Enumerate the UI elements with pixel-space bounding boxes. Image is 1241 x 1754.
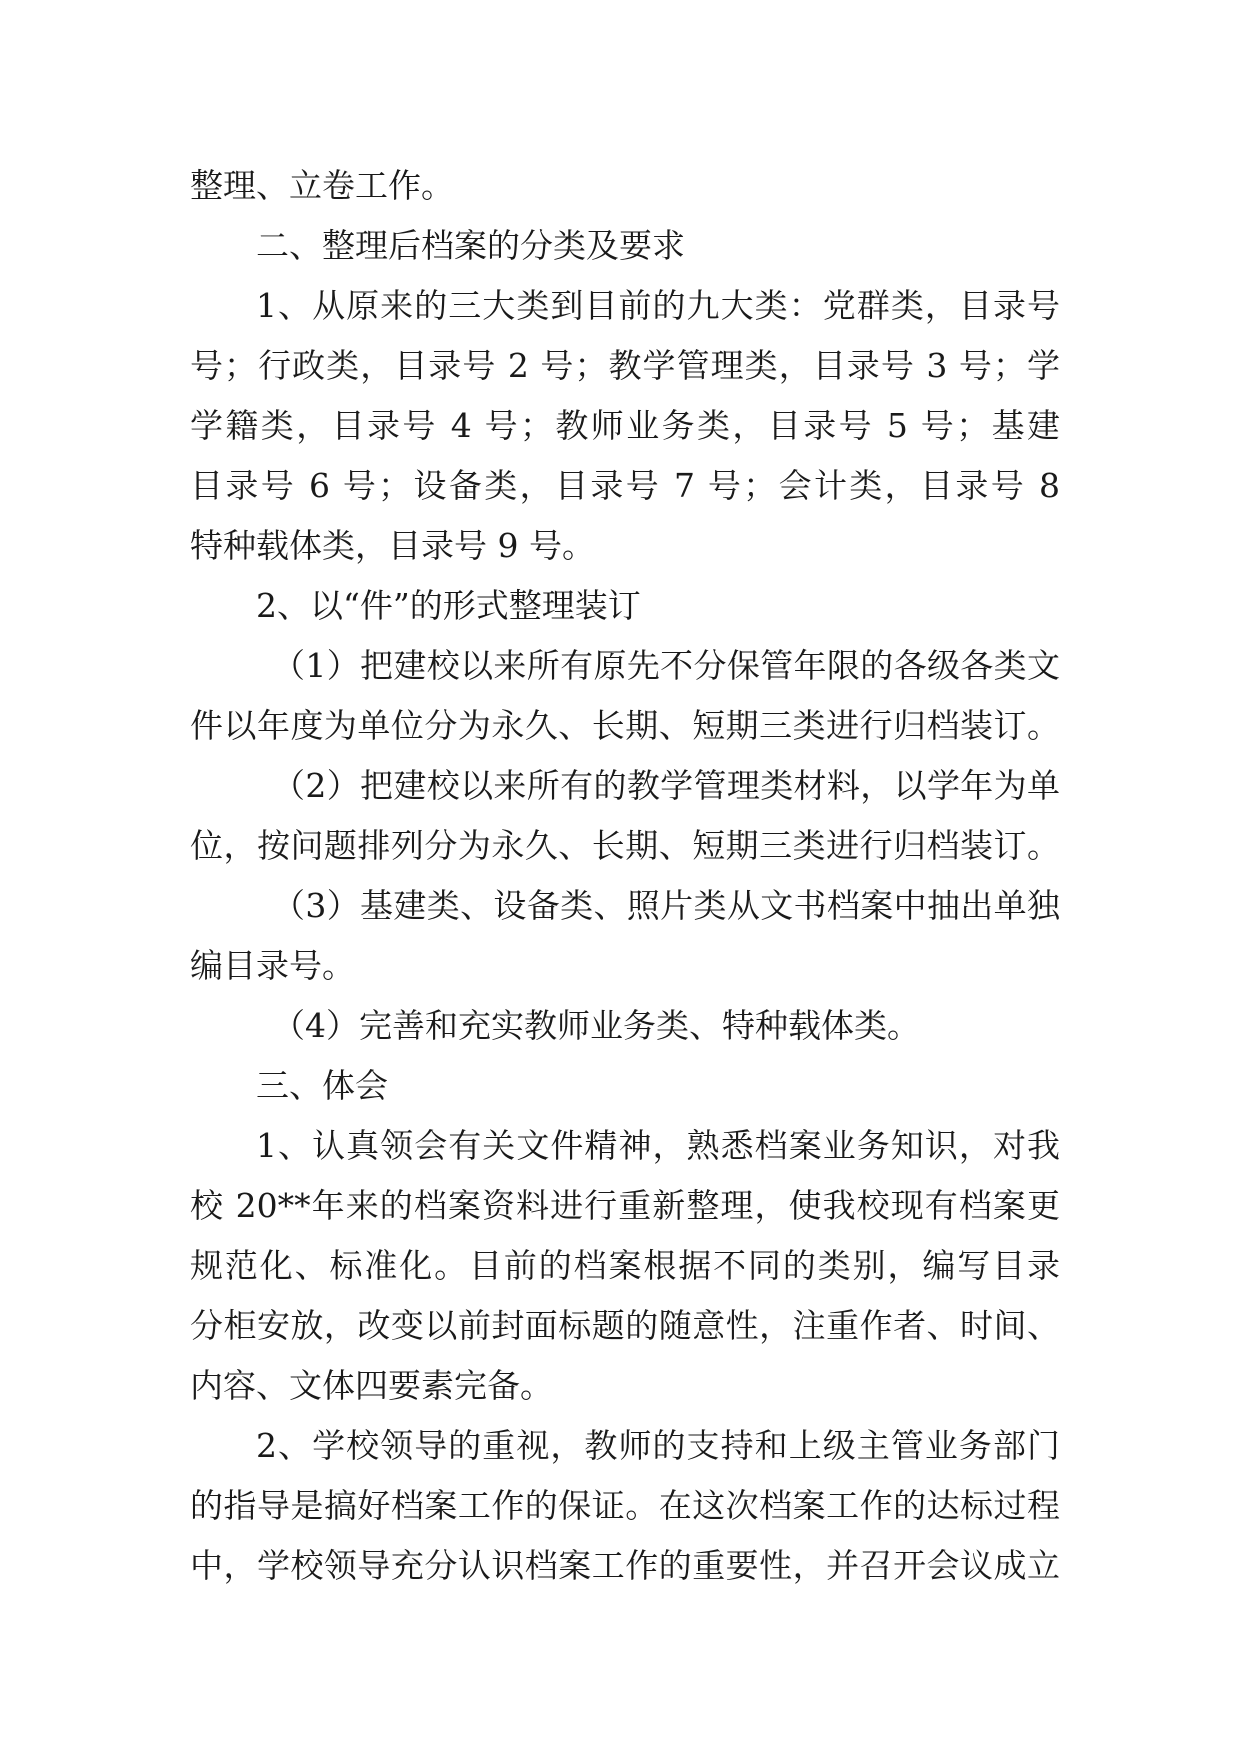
text-line: （1）把建校以来所有原先不分保管年限的各级各类文	[272, 646, 1060, 685]
subsection-heading: 2、以“件”的形式整理装订	[256, 586, 641, 625]
text-line: 内容、文体四要素完备。	[190, 1366, 553, 1405]
text-line: 的指导是搞好档案工作的保证。在这次档案工作的达标过程	[190, 1486, 1060, 1525]
section-heading: 三、体会	[256, 1066, 388, 1105]
body-text	[190, 156, 1060, 1596]
text-line: 编目录号。	[190, 946, 355, 985]
text-line: （4）完善和充实教师业务类、特种载体类。	[272, 1006, 920, 1045]
text-line: 校 20**年来的档案资料进行重新整理，使我校现有档案更	[190, 1186, 1060, 1225]
text-line: 规范化、标准化。目前的档案根据不同的类别，编写目录	[190, 1246, 1060, 1285]
text-line: （3）基建类、设备类、照片类从文书档案中抽出单独	[272, 886, 1060, 925]
text-line: 号；行政类，目录号 2 号；教学管理类，目录号 3 号；学	[190, 346, 1060, 385]
text-line: 1、从原来的三大类到目前的九大类：党群类，目录号	[256, 286, 1060, 325]
text-line: 整理、立卷工作。	[190, 166, 454, 205]
text-line: 中，学校领导充分认识档案工作的重要性，并召开会议成立	[190, 1546, 1060, 1585]
section-heading: 二、整理后档案的分类及要求	[256, 226, 685, 265]
text-line: 分柜安放，改变以前封面标题的随意性，注重作者、时间、	[190, 1306, 1060, 1345]
text-line: 学籍类，目录号 4 号；教师业务类，目录号 5 号；基建	[190, 406, 1060, 445]
text-line: 目录号 6 号；设备类，目录号 7 号；会计类，目录号 8	[190, 466, 1060, 505]
text-line: 件以年度为单位分为永久、长期、短期三类进行归档装订。	[190, 706, 1060, 745]
text-line: 位，按问题排列分为永久、长期、短期三类进行归档装订。	[190, 826, 1060, 865]
text-line: 2、学校领导的重视，教师的支持和上级主管业务部门	[256, 1426, 1060, 1465]
text-line: 1、认真领会有关文件精神，熟悉档案业务知识，对我	[256, 1126, 1060, 1165]
text-line: （2）把建校以来所有的教学管理类材料，以学年为单	[272, 766, 1060, 805]
text-line: 特种载体类，目录号 9 号。	[190, 526, 595, 565]
